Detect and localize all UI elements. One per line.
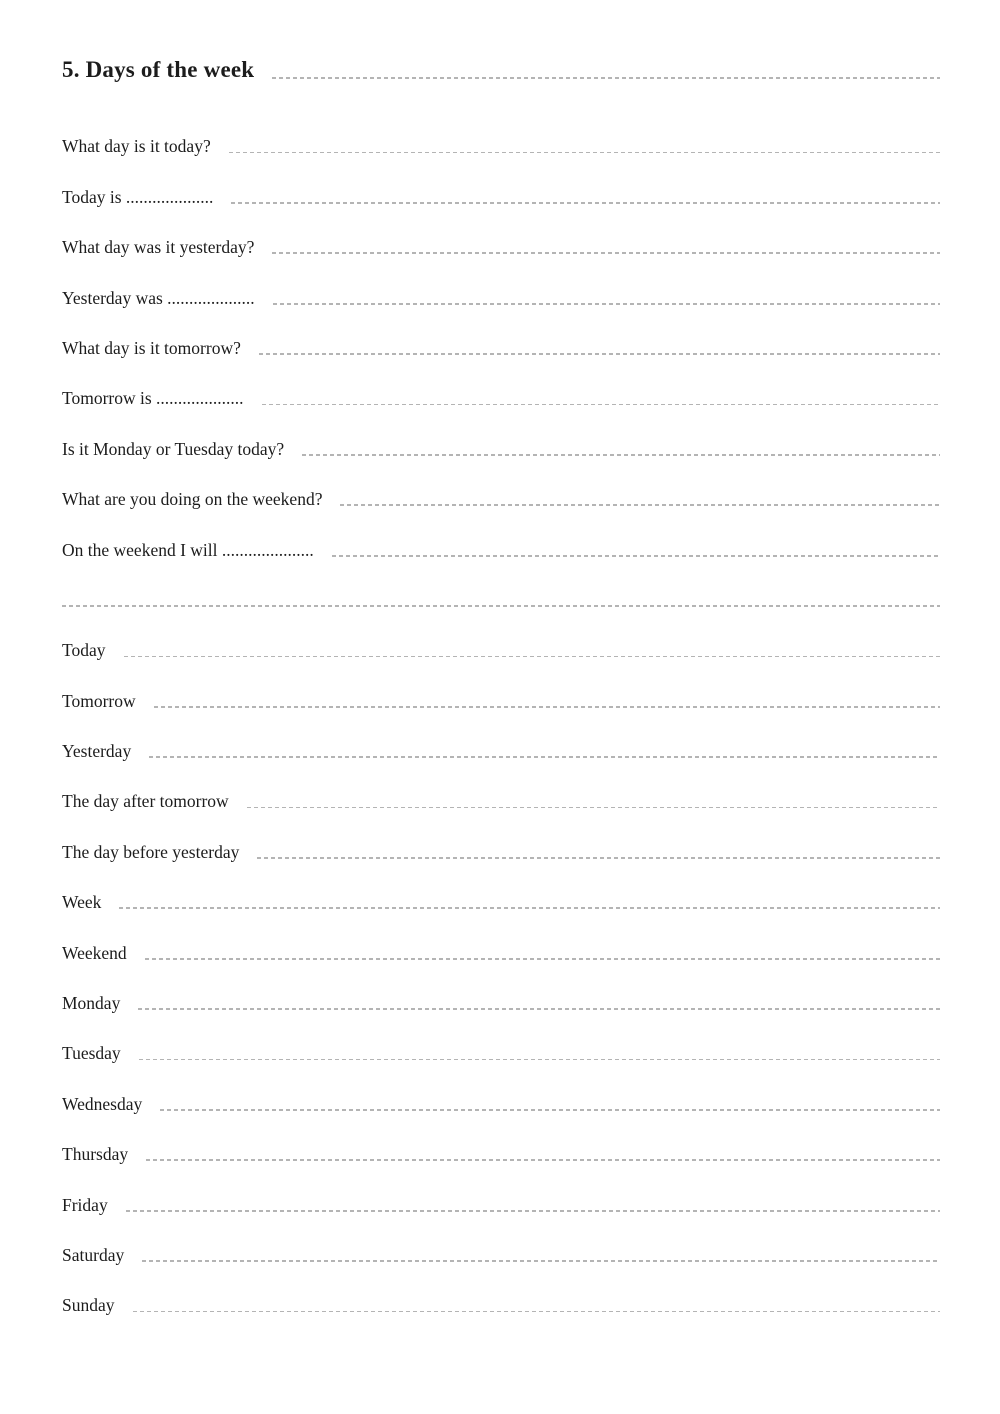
answer-line xyxy=(126,1210,940,1212)
question-label: What day was it yesterday? xyxy=(62,237,255,258)
separator-row xyxy=(62,561,940,611)
question-label: Yesterday was .................... xyxy=(62,287,255,308)
title-dotted-line xyxy=(272,77,940,79)
question-label: What are you doing on the weekend? xyxy=(62,489,323,510)
question-label: Is it Monday or Tuesday today? xyxy=(62,438,285,459)
vocab-label: Tomorrow xyxy=(62,690,136,711)
answer-line xyxy=(272,252,940,254)
answer-line xyxy=(146,1159,940,1161)
answer-line xyxy=(124,656,941,658)
vocab-label: Yesterday xyxy=(62,741,132,762)
vocab-row xyxy=(62,1266,940,1316)
answer-line xyxy=(133,1311,941,1313)
vocab-row xyxy=(62,863,940,913)
title-row xyxy=(62,56,940,84)
question-row xyxy=(62,409,940,459)
answer-line xyxy=(229,152,940,154)
vocab-label: Weekend xyxy=(62,942,127,963)
answer-line xyxy=(142,1260,940,1262)
vocab-row xyxy=(62,1216,940,1266)
answer-line xyxy=(139,1059,940,1061)
vocab-label: The day before yesterday xyxy=(62,841,240,862)
vocab-row xyxy=(62,712,940,762)
question-row xyxy=(62,208,940,258)
question-row xyxy=(62,157,940,207)
vocab-row xyxy=(62,1165,940,1215)
vocab-row xyxy=(62,762,940,812)
page-title: 5. Days of the week xyxy=(62,57,255,82)
vocab-label: Tuesday xyxy=(62,1043,121,1064)
vocab-row xyxy=(62,661,940,711)
question-row xyxy=(62,107,940,157)
vocab-label: The day after tomorrow xyxy=(62,791,229,812)
question-label: What day is it today? xyxy=(62,136,211,157)
answer-line xyxy=(257,857,940,859)
vocab-label: Thursday xyxy=(62,1144,129,1165)
answer-line xyxy=(145,958,940,960)
vocab-row xyxy=(62,1064,940,1114)
vocab-row xyxy=(62,964,940,1014)
question-row xyxy=(62,309,940,359)
answer-line xyxy=(273,303,940,305)
vocab-row xyxy=(62,1014,940,1064)
question-row xyxy=(62,510,940,560)
question-row xyxy=(62,359,940,409)
vocab-label: Sunday xyxy=(62,1295,115,1316)
answer-line xyxy=(247,807,940,809)
vocab-row xyxy=(62,611,940,661)
vocab-label: Friday xyxy=(62,1194,108,1215)
vocab-row xyxy=(62,913,940,963)
answer-line xyxy=(149,756,940,758)
answer-line xyxy=(259,353,940,355)
answer-line xyxy=(138,1008,940,1010)
vocab-label: Week xyxy=(62,892,102,913)
question-row xyxy=(62,460,940,510)
answer-line xyxy=(262,404,940,406)
answer-line xyxy=(231,202,940,204)
vocab-label: Saturday xyxy=(62,1244,125,1265)
question-label: Today is .................... xyxy=(62,186,214,207)
separator-dotted-line xyxy=(62,605,940,607)
question-label: What day is it tomorrow? xyxy=(62,337,241,358)
question-row xyxy=(62,258,940,308)
vocab-label: Wednesday xyxy=(62,1093,143,1114)
question-label: Tomorrow is .................... xyxy=(62,388,244,409)
answer-line xyxy=(332,555,940,557)
answer-line xyxy=(119,907,940,909)
question-label: On the weekend I will ..................... xyxy=(62,539,314,560)
vocab-label: Today xyxy=(62,640,106,661)
vocab-row xyxy=(62,1115,940,1165)
answer-line xyxy=(340,504,940,506)
vocab-label: Monday xyxy=(62,993,121,1014)
answer-line xyxy=(302,454,940,456)
answer-line xyxy=(154,706,940,708)
question-section xyxy=(62,107,940,1316)
vocab-row xyxy=(62,812,940,862)
answer-line xyxy=(160,1109,940,1111)
